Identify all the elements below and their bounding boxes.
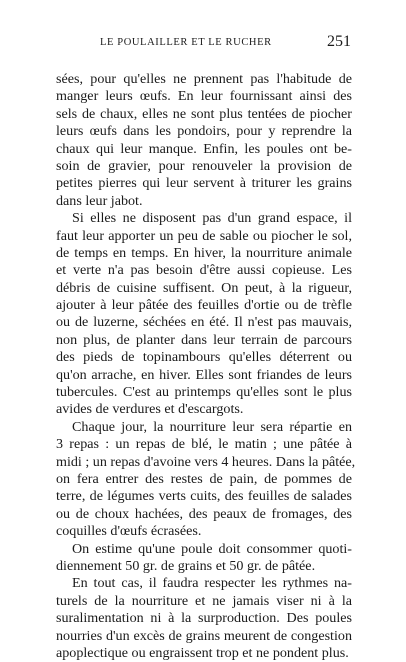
text-line: turels de la nourriture et ne jamais viser ni à la (56, 592, 352, 609)
text-line: En tout cas, il faudra respecter les rythmes na- (72, 575, 352, 592)
text-line: ajouter à leur pâtée des feuilles d'ortie ou de trèfle (56, 297, 352, 314)
text-line: On estime qu'une poule doit consommer quoti- (72, 540, 352, 557)
text-line: ou de luzerne, séchées en été. Il n'est pas mauvais, (56, 314, 352, 331)
text-line: Chaque jour, la nourriture leur sera répartie en (72, 418, 352, 435)
text-line: et verte n'a pas besoin d'être aussi copieuse. Les (56, 262, 352, 279)
text-line: ou de choux hachées, des peaux de fromages, des (56, 505, 352, 522)
text-line: débris de cuisine suffisent. On peut, à la rigueur, (56, 279, 352, 296)
text-line: soin de gravier, pour renouveler la provision de (56, 157, 352, 174)
text-line: apoplectique ou engraissent trop et ne pondent plus. (56, 644, 349, 661)
text-line: de temps en temps. En hiver, la nourriture animale (56, 244, 352, 261)
text-line: 3 repas : un repas de blé, le matin ; une pâtée à (56, 436, 352, 453)
text-line: leurs œufs dans les pondoirs, pour y reprendre la (56, 123, 352, 140)
text-line: on fera entrer des restes de pain, de pommes de (56, 470, 352, 487)
text-line: manger leurs œufs. En leur fournissant ainsi des (56, 88, 352, 105)
text-line: petites pierres qui leur servent à triturer les grains (56, 175, 352, 192)
page-number: 251 (327, 33, 351, 50)
text-line: faut leur apporter un peu de sable ou piocher le sol, (56, 227, 352, 244)
text-line: dans leur jabot. (56, 192, 143, 209)
text-line: des pieds de topinambours qu'elles déterrent ou (56, 349, 352, 366)
running-head: LE POULAILLER ET LE RUCHER (100, 37, 272, 48)
text-line: qu'on arrache, en hiver. Elles sont friandes de leurs (56, 366, 352, 383)
text-line: sels de chaux, elles ne sont plus tentées de piocher (56, 105, 352, 122)
text-line: coquilles d'œufs écrasées. (56, 523, 202, 540)
text-line: diennement 50 gr. de grains et 50 gr. de pâtée. (56, 557, 316, 574)
text-line: midi ; un repas d'avoine vers 4 heures. Dans la pâtée, (56, 453, 356, 470)
text-line: nourries d'un excès de grains meurent de congestion (56, 627, 352, 644)
text-line: sées, pour qu'elles ne prennent pas l'habitude de (56, 71, 352, 87)
text-line: terre, de légumes verts cuits, des feuilles de salades (56, 488, 352, 505)
text-line: non plus, de planter dans leur terrain de parcours (56, 331, 352, 348)
text-line: chaux qui leur manque. Enfin, les poules ont be- (56, 140, 352, 157)
body-text (56, 71, 356, 662)
text-line: suralimentation ni à la surproduction. Des poules (56, 610, 352, 627)
text-line: avides de verdures et d'escargots. (56, 401, 244, 418)
text-line: Si elles ne disposent pas d'un grand espace, il (72, 210, 352, 227)
text-line: tubercules. C'est au printemps qu'elles sont le plus (56, 384, 352, 401)
